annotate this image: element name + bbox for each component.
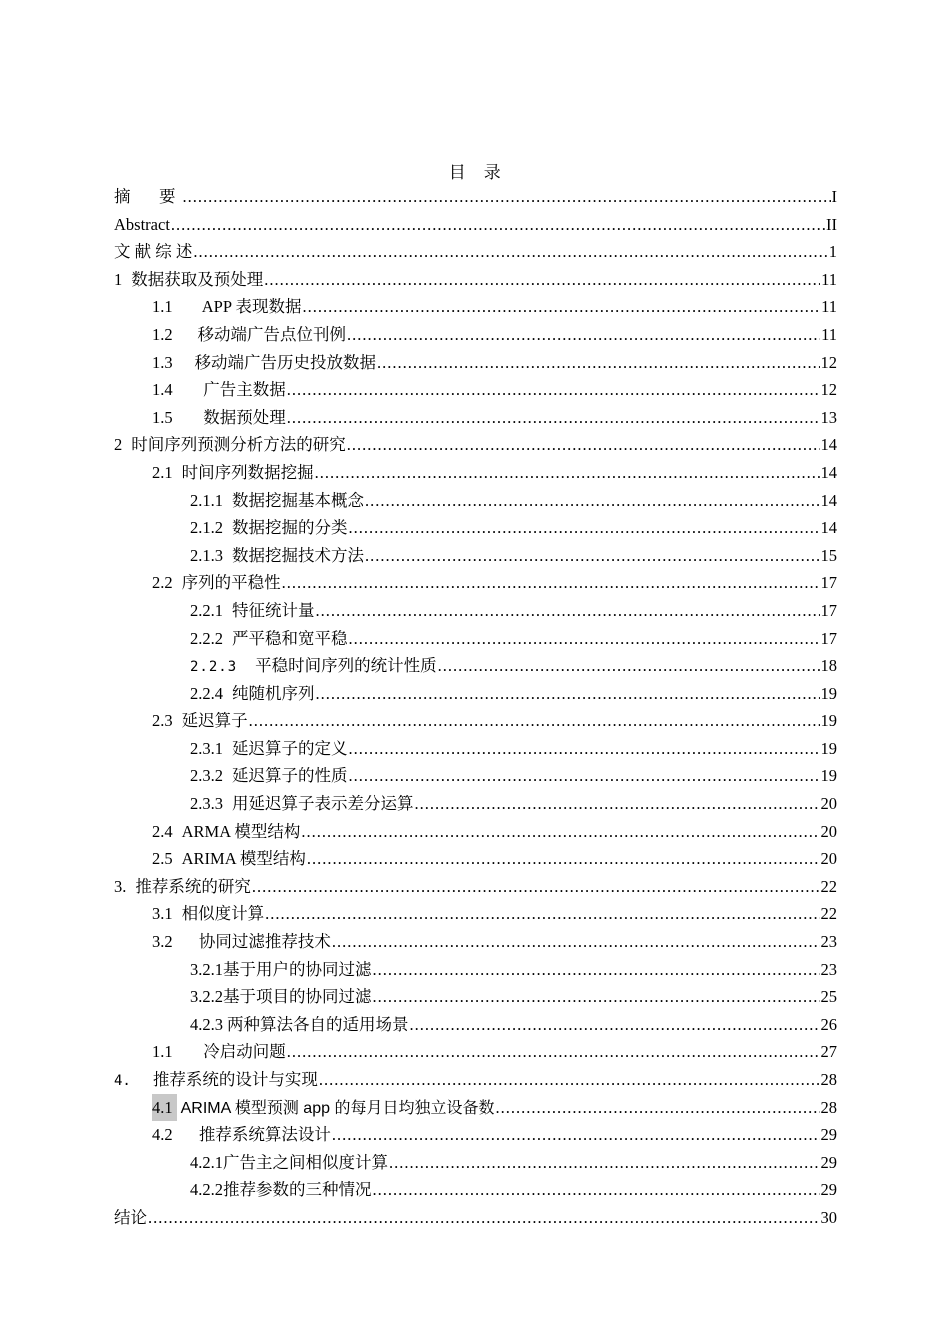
toc-entry-label: 平稳时间序列的统计性质 bbox=[255, 656, 437, 676]
toc-entry-page: 1 bbox=[828, 242, 837, 262]
toc-entry-label: 广告主之间相似度计算 bbox=[223, 1152, 388, 1172]
toc-entry[interactable] bbox=[114, 983, 837, 1011]
toc-entry[interactable] bbox=[114, 1094, 837, 1122]
toc-entry-page: 13 bbox=[820, 407, 837, 427]
toc-entry[interactable] bbox=[114, 818, 837, 846]
toc-entry-number: 2.3.1 bbox=[190, 738, 223, 758]
toc-entry-number: 4.2 bbox=[152, 1125, 173, 1145]
toc-entry-label: 推荐系统的研究 bbox=[135, 876, 251, 896]
toc-entry-number: 2.1 bbox=[152, 462, 173, 482]
toc-entry-number: 3.2.1 bbox=[190, 959, 223, 979]
toc-entry-label: 协同过滤推荐技术 bbox=[198, 932, 331, 952]
toc-entry-label: 结论 bbox=[114, 1207, 147, 1227]
toc-entry-label: ARMA 模型结构 bbox=[181, 821, 301, 841]
toc-entry[interactable] bbox=[114, 404, 837, 432]
toc-entry-number: 2.2.1 bbox=[190, 600, 223, 620]
toc-entry-label: 用延迟算子表示差分运算 bbox=[232, 794, 414, 814]
toc-entry[interactable] bbox=[114, 266, 837, 294]
toc-entry-number: 2.3.3 bbox=[190, 794, 223, 814]
toc-entry-page: 18 bbox=[820, 656, 837, 676]
toc-entry-number: 2.1.3 bbox=[190, 545, 223, 565]
toc-entry-label: ARIMA 模型结构 bbox=[181, 849, 306, 869]
toc-entry-page: 19 bbox=[820, 711, 837, 731]
toc-entry-page: 12 bbox=[820, 380, 837, 400]
toc-entry[interactable] bbox=[114, 459, 837, 487]
leader-dots bbox=[389, 1149, 820, 1177]
leader-dots bbox=[347, 431, 820, 459]
toc-entry-label: 序列的平稳性 bbox=[181, 573, 281, 593]
toc-entry-label: APP 表现数据 bbox=[201, 297, 302, 317]
toc-entry-page: 23 bbox=[820, 932, 837, 952]
toc-entry-number: 2.1.2 bbox=[190, 518, 223, 538]
leader-dots bbox=[316, 597, 820, 625]
toc-entry-label: 文 献 综 述 bbox=[114, 242, 193, 262]
toc-entry-label: ARIMA 模型预测 app 的每月日均独立设备数 bbox=[180, 1099, 495, 1117]
toc-entry-label: 相似度计算 bbox=[181, 904, 265, 924]
toc-entry-label: 严平稳和宽平稳 bbox=[232, 628, 348, 648]
toc-entry[interactable] bbox=[114, 431, 837, 459]
toc-entry-number: 3.2.2 bbox=[190, 987, 223, 1007]
leader-dots bbox=[307, 845, 820, 873]
leader-dots bbox=[287, 376, 820, 404]
leader-dots bbox=[148, 1204, 820, 1232]
leader-dots bbox=[349, 514, 820, 542]
toc-entry[interactable] bbox=[114, 542, 837, 570]
toc-entry[interactable] bbox=[114, 321, 837, 349]
toc-entry-page: 15 bbox=[820, 545, 837, 565]
leader-dots bbox=[249, 707, 820, 735]
toc-entry-page: 14 bbox=[820, 462, 837, 482]
leader-dots bbox=[282, 569, 820, 597]
toc-entry[interactable] bbox=[114, 1176, 837, 1204]
toc-entry[interactable] bbox=[114, 1011, 837, 1039]
leader-dots bbox=[373, 1176, 820, 1204]
toc-entry-number: 2.3 bbox=[152, 711, 173, 731]
toc-entry-number: 2.2.2 bbox=[190, 628, 223, 648]
toc-entry[interactable] bbox=[114, 569, 837, 597]
toc-entry-number: 1.1 bbox=[152, 1042, 173, 1062]
toc-entry-label: 数据挖掘技术方法 bbox=[232, 545, 364, 565]
toc-entry-number: 2.5 bbox=[152, 849, 173, 869]
toc-entry-number: 2.1.1 bbox=[190, 490, 223, 510]
table-of-contents bbox=[114, 183, 837, 1232]
toc-entry-page: I bbox=[831, 187, 837, 206]
toc-entry-label: 时间序列数据挖掘 bbox=[181, 462, 314, 482]
toc-entry-number: 1.1 bbox=[152, 297, 173, 317]
toc-entry-number: 2.4 bbox=[152, 821, 173, 841]
toc-entry-number: 2.2.3 bbox=[190, 659, 238, 676]
leader-dots bbox=[365, 487, 820, 515]
toc-entry-page: 28 bbox=[820, 1097, 837, 1117]
toc-entry-page: 17 bbox=[820, 573, 837, 593]
toc-entry-page: 25 bbox=[820, 987, 837, 1007]
toc-entry-page: 12 bbox=[820, 352, 837, 372]
toc-entry-number: 2.2 bbox=[152, 573, 173, 593]
leader-dots bbox=[347, 321, 820, 349]
toc-entry-label: 推荐系统的设计与实现 bbox=[152, 1070, 318, 1089]
leader-dots bbox=[303, 293, 821, 321]
leader-dots bbox=[365, 542, 820, 570]
toc-entry[interactable] bbox=[114, 790, 837, 818]
toc-entry-page: 20 bbox=[820, 821, 837, 841]
toc-entry[interactable] bbox=[114, 376, 837, 404]
toc-entry-page: 11 bbox=[821, 297, 837, 317]
toc-entry-number: 4.1 bbox=[152, 1094, 177, 1122]
toc-entry-page: 19 bbox=[820, 683, 837, 703]
toc-entry-number: 2.2.4 bbox=[190, 683, 223, 703]
leader-dots bbox=[287, 1038, 820, 1066]
toc-entry-number: 3.2 bbox=[152, 932, 173, 952]
toc-entry-label: 两种算法各自的适用场景 bbox=[227, 1014, 409, 1034]
toc-entry-label: 数据挖掘的分类 bbox=[232, 518, 348, 538]
leader-dots bbox=[373, 983, 820, 1011]
toc-entry-label: 延迟算子的性质 bbox=[232, 766, 348, 786]
toc-entry-label: 延迟算子 bbox=[181, 711, 248, 731]
toc-entry-number: 2.3.2 bbox=[190, 766, 223, 786]
leader-dots bbox=[252, 873, 820, 901]
toc-entry-label: Abstract bbox=[114, 214, 170, 234]
toc-entry-label: 移动端广告历史投放数据 bbox=[194, 352, 377, 372]
toc-entry[interactable] bbox=[114, 680, 837, 708]
toc-entry-page: 28 bbox=[820, 1070, 837, 1089]
leader-dots bbox=[265, 900, 819, 928]
toc-entry-page: 11 bbox=[821, 269, 837, 289]
toc-entry-number: 1 bbox=[114, 269, 123, 289]
toc-entry[interactable] bbox=[114, 238, 837, 266]
leader-dots bbox=[415, 790, 820, 818]
toc-entry-page: 23 bbox=[820, 959, 837, 979]
toc-entry[interactable] bbox=[114, 625, 837, 653]
leader-dots bbox=[377, 349, 819, 377]
toc-entry-label: 特征统计量 bbox=[232, 600, 315, 620]
leader-dots bbox=[349, 625, 820, 653]
toc-entry-number: 4.2.1 bbox=[190, 1152, 223, 1172]
toc-entry-label: 时间序列预测分析方法的研究 bbox=[131, 435, 346, 455]
toc-entry-page: 17 bbox=[820, 600, 837, 620]
leader-dots bbox=[316, 680, 820, 708]
toc-entry[interactable] bbox=[114, 900, 837, 928]
toc-entry-label: 数据挖掘基本概念 bbox=[232, 490, 364, 510]
toc-entry[interactable] bbox=[114, 211, 837, 239]
leader-dots bbox=[349, 762, 820, 790]
toc-entry-page: 20 bbox=[820, 849, 837, 869]
leader-dots bbox=[193, 238, 827, 266]
toc-entry-number: 4. bbox=[114, 1073, 131, 1089]
toc-entry-number: 4.2.3 bbox=[190, 1014, 223, 1034]
toc-entry[interactable] bbox=[114, 845, 837, 873]
leader-dots bbox=[315, 459, 820, 487]
leader-dots bbox=[287, 404, 820, 432]
toc-entry-number: 1.3 bbox=[152, 352, 173, 372]
toc-entry-label: 基于用户的协同过滤 bbox=[223, 959, 372, 979]
toc-entry-page: 22 bbox=[820, 904, 837, 924]
toc-entry[interactable] bbox=[114, 1149, 837, 1177]
toc-entry[interactable] bbox=[114, 293, 837, 321]
leader-dots bbox=[332, 928, 820, 956]
toc-entry-page: 19 bbox=[820, 738, 837, 758]
toc-entry[interactable] bbox=[114, 183, 837, 211]
toc-entry[interactable] bbox=[114, 1121, 837, 1149]
toc-entry-label: 基于项目的协同过滤 bbox=[223, 987, 372, 1007]
toc-entry-page: 14 bbox=[820, 490, 837, 510]
toc-entry[interactable] bbox=[114, 597, 837, 625]
toc-entry-label: 纯随机序列 bbox=[232, 683, 315, 703]
toc-entry-label: 数据预处理 bbox=[203, 407, 286, 427]
toc-entry-number: 3. bbox=[114, 876, 127, 896]
toc-entry-page: 29 bbox=[820, 1180, 837, 1200]
toc-entry[interactable] bbox=[114, 735, 837, 763]
toc-entry[interactable] bbox=[114, 652, 837, 680]
toc-entry-number: 1.2 bbox=[152, 324, 173, 344]
toc-entry-page: 20 bbox=[820, 794, 837, 814]
toc-entry-page: 29 bbox=[820, 1152, 837, 1172]
toc-entry-page: 11 bbox=[821, 324, 837, 344]
toc-entry[interactable] bbox=[114, 762, 837, 790]
toc-title: 目 录 bbox=[448, 163, 502, 182]
toc-entry-page: 14 bbox=[820, 435, 837, 455]
toc-entry-page: 17 bbox=[820, 628, 837, 648]
toc-entry[interactable] bbox=[114, 514, 837, 542]
leader-dots bbox=[373, 956, 820, 984]
toc-entry[interactable] bbox=[114, 873, 837, 901]
toc-entry-page: 22 bbox=[820, 876, 837, 896]
toc-entry[interactable] bbox=[114, 349, 837, 377]
leader-dots bbox=[171, 211, 825, 239]
toc-entry-page: 14 bbox=[820, 518, 837, 538]
toc-entry-label: 广告主数据 bbox=[203, 380, 286, 400]
leader-dots bbox=[438, 652, 820, 680]
toc-entry[interactable] bbox=[114, 487, 837, 515]
leader-dots bbox=[264, 266, 820, 294]
leader-dots bbox=[349, 735, 820, 763]
leader-dots bbox=[301, 818, 819, 846]
toc-entry[interactable] bbox=[114, 1038, 837, 1066]
toc-entry-label: 推荐参数的三种情况 bbox=[223, 1180, 372, 1200]
toc-entry-label: 摘 要 bbox=[114, 187, 182, 206]
toc-entry-label: 数据获取及预处理 bbox=[131, 269, 264, 289]
leader-dots bbox=[319, 1066, 820, 1094]
toc-entry-number: 2 bbox=[114, 435, 123, 455]
toc-entry-page: 27 bbox=[820, 1042, 837, 1062]
toc-entry-label: 推荐系统算法设计 bbox=[198, 1125, 331, 1145]
toc-entry[interactable] bbox=[114, 1066, 837, 1094]
toc-entry-page: II bbox=[826, 214, 837, 234]
toc-entry-page: 26 bbox=[820, 1014, 837, 1034]
leader-dots bbox=[410, 1011, 820, 1039]
toc-entry[interactable] bbox=[114, 707, 837, 735]
toc-entry-page: 29 bbox=[820, 1125, 837, 1145]
toc-entry-number: 4.2.2 bbox=[190, 1180, 223, 1200]
toc-entry[interactable] bbox=[114, 928, 837, 956]
leader-dots bbox=[332, 1121, 820, 1149]
toc-entry-page: 30 bbox=[820, 1207, 837, 1227]
toc-entry-page: 19 bbox=[820, 766, 837, 786]
toc-entry[interactable] bbox=[114, 956, 837, 984]
toc-entry-number: 1.5 bbox=[152, 407, 173, 427]
toc-entry-number: 3.1 bbox=[152, 904, 173, 924]
toc-entry-label: 移动端广告点位刊例 bbox=[197, 324, 346, 344]
toc-entry-label: 冷启动问题 bbox=[203, 1042, 286, 1062]
leader-dots bbox=[183, 183, 831, 211]
toc-entry-label: 延迟算子的定义 bbox=[232, 738, 348, 758]
leader-dots bbox=[495, 1094, 819, 1122]
toc-entry-number: 1.4 bbox=[152, 380, 173, 400]
toc-entry[interactable] bbox=[114, 1204, 837, 1232]
